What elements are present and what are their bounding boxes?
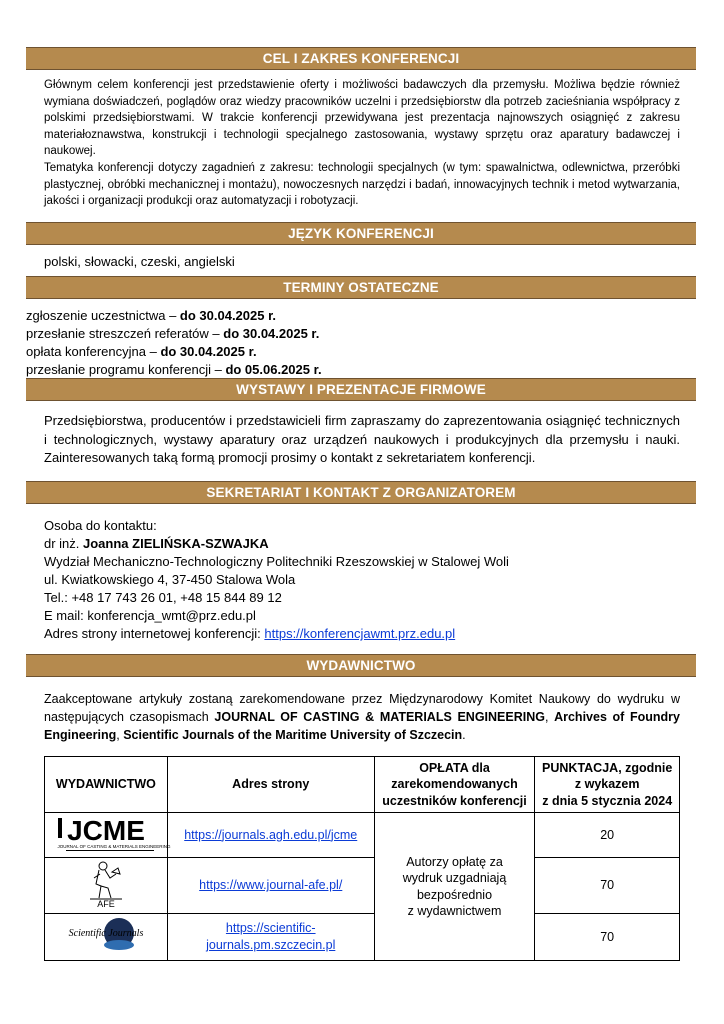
szczecin-logo	[45, 914, 168, 961]
header-punktacja	[535, 757, 680, 813]
jcme-logo	[45, 813, 171, 858]
header-oplata-line: OPŁATA dla	[419, 760, 490, 775]
fee-line: wydruk uzgadniają	[402, 871, 507, 885]
wydawnictwo-intro	[44, 690, 680, 744]
sentence-end: .	[462, 728, 466, 742]
deadline-date: do 30.04.2025 r.	[179, 308, 277, 323]
header-oplata	[374, 757, 535, 813]
section-header-jezyk: JĘZYK KONFERENCJI	[26, 222, 696, 245]
szczecin-link[interactable]	[168, 920, 374, 954]
section-header-wydawnictwo: WYDAWNICTWO	[26, 654, 696, 677]
intro-text: Zaakceptowane artykuły zostaną zarekomendowane przez Międzynarodowy Komitet Naukowy do wydruku w następujących czasopismach	[44, 692, 680, 724]
szczecin-logo-graphic	[64, 915, 148, 955]
cel-paragraph-2: Tematyka konferencji dotyczy zagadnień z zakresu: technologii specjalnych (w tym: spawalnictwa, odlewnictwa, przeróbki plastycznej, obróbki mechanicznej i montażu), nowoczesnych narzędzi i badań, innowacyjnych technik i metod wytwarzania, jakości i organizacji produkcji oraz automatyzacji i robotyzacji.	[44, 162, 680, 207]
jcme-logo-subtitle: JOURNAL OF CASTING & MATERIALS ENGINEERING	[57, 843, 171, 849]
afe-points: 70	[535, 858, 680, 914]
jcme-url-cell	[167, 813, 374, 858]
deadline-label: przesłanie streszczeń referatów –	[26, 326, 224, 341]
contact-person-prefix: dr inż.	[44, 536, 84, 551]
publishers-table	[44, 756, 680, 961]
szczecin-url-cell	[167, 914, 374, 961]
separator: ,	[116, 728, 124, 742]
deadline-label: przesłanie programu konferencji –	[26, 362, 226, 377]
conference-website	[44, 625, 455, 643]
contact-address: ul. Kwiatkowskiego 4, 37-450 Stalowa Wola	[44, 572, 296, 587]
contact-label: Osoba do kontaktu:	[44, 518, 157, 533]
fee-line: Autorzy opłatę za	[406, 854, 503, 869]
website-label: Adres strony internetowej konferencji:	[44, 626, 265, 641]
fee-line: bezpośrednio	[416, 887, 493, 902]
journal-afe-name: Archives of Foundry Engineering	[44, 710, 680, 742]
afe-url-cell	[167, 858, 374, 914]
deadline-item	[26, 325, 319, 343]
section-header-terminy: TERMINY OSTATECZNE	[26, 276, 696, 299]
jcme-points: 20	[535, 813, 680, 858]
jcme-link[interactable]: https://journals.agh.edu.pl/jcme	[184, 827, 358, 842]
section-header-cel: CEL I ZAKRES KONFERENCJI	[26, 47, 696, 70]
header-punktacja-line: z wykazem	[574, 777, 640, 792]
szczecin-link-line2: journals.pm.szczecin.pl	[206, 938, 336, 952]
jcme-logo-graphic	[56, 814, 171, 852]
journal-szczecin-name: Scientific Journals of the Maritime University of Szczecin	[123, 728, 463, 742]
contact-person	[44, 535, 269, 553]
header-oplata-line: zarekomendowanych	[391, 777, 518, 792]
contact-email[interactable]: E mail: konferencja_wmt@prz.edu.pl	[44, 608, 256, 623]
szczecin-logo-mark: Scientific Journals	[68, 927, 144, 939]
deadline-date: do 05.06.2025 r.	[225, 362, 322, 377]
afe-link[interactable]: https://www.journal-afe.pl/	[199, 878, 343, 892]
table-row	[45, 914, 680, 961]
deadline-item	[26, 343, 257, 361]
cel-paragraph-1: Głównym celem konferencji jest przedstawienie oferty i możliwości badawczych dla przemysłu. Możliwa będzie również wymiana doświadczeń, poglądów oraz wiedzy pracowników uczelni i przedsiębiorstw dla potrzeb zacieśniania współpracy z polskimi przedsiębiorstwami. W trakcie konferencji przewidywana jest prezentacja najnowszych osiągnięć z zakresu materiałoznawstwa, konstrukcji i technologii specjalnego zastosowania, wystawy sprzętu oraz aparatury badawczej i naukowej.	[44, 79, 680, 157]
deadline-label: opłata konferencyjna –	[26, 344, 161, 359]
header-punktacja-line: z dnia 5 stycznia 2024	[542, 793, 673, 808]
wystawy-paragraph: Przedsiębiorstwa, producentów i przedstawicieli firm zapraszamy do zaprezentowania osiągnięć technicznych i technologicznych, wystawy aparatury oraz urządzeń naukowych i produkcyjnych dla przemysłu i nauki. Zainteresowanych taką formą promocji prosimy o kontakt z sekretariatem konferencji.	[44, 413, 680, 465]
fee-line: z wydawnictwem	[407, 904, 502, 918]
afe-logo	[45, 858, 168, 914]
deadline-label: zgłoszenie uczestnictwa –	[26, 308, 180, 323]
section-header-wystawy: WYSTAWY I PREZENTACJE FIRMOWE	[26, 378, 696, 401]
table-row	[45, 813, 680, 858]
deadline-date: do 30.04.2025 r.	[160, 344, 257, 359]
header-punktacja-line: PUNKTACJA, zgodnie	[542, 760, 673, 775]
journal-jcme-name: JOURNAL OF CASTING & MATERIALS ENGINEERING	[214, 710, 545, 724]
table-header-row	[45, 757, 680, 813]
table-row	[45, 858, 680, 914]
szczecin-points: 70	[535, 914, 680, 961]
header-wydawnictwo: WYDAWNICTWO	[45, 757, 168, 813]
header-oplata-line: uczestników konferencji	[382, 793, 527, 808]
deadline-date: do 30.04.2025 r.	[223, 326, 320, 341]
header-adres: Adres strony	[167, 757, 374, 813]
fee-cell	[374, 813, 535, 961]
jcme-logo-mark: JCME	[67, 814, 145, 846]
contact-phone: Tel.: +48 17 743 26 01, +48 15 844 89 12	[44, 590, 282, 605]
szczecin-link-line1: https://scientific-	[225, 921, 316, 935]
contact-faculty: Wydział Mechaniczno-Technologiczny Politechniki Rzeszowskiej w Stalowej Woli	[44, 554, 509, 569]
section-header-sekretariat: SEKRETARIAT I KONTAKT Z ORGANIZATOREM	[26, 481, 696, 504]
separator: ,	[544, 710, 555, 724]
website-link[interactable]: https://konferencjawmt.prz.edu.pl	[264, 626, 456, 641]
contact-person-name: Joanna ZIELIŃSKA-SZWAJKA	[83, 536, 269, 551]
language-list: polski, słowacki, czeski, angielski	[44, 254, 235, 269]
deadline-item	[26, 307, 276, 325]
deadline-item	[26, 361, 322, 379]
afe-logo-graphic	[86, 858, 126, 908]
afe-logo-mark: AFE	[97, 899, 115, 909]
